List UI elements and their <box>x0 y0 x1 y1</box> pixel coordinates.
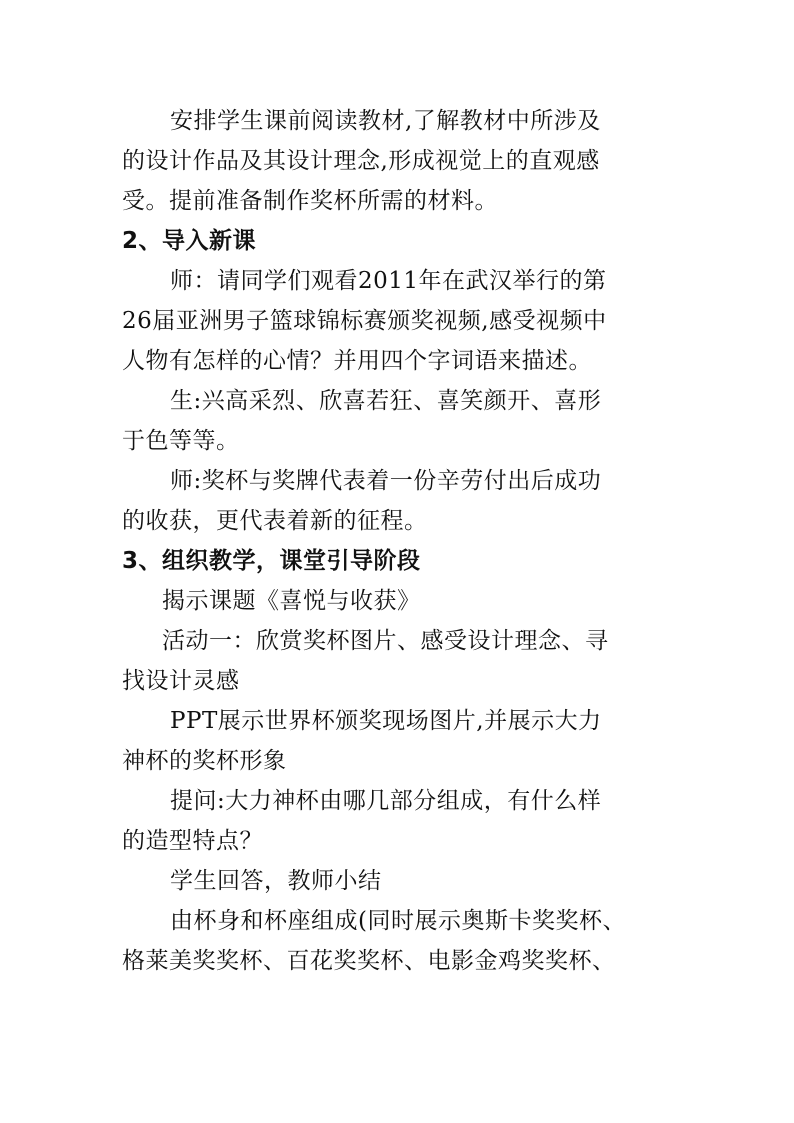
text-line: 格莱美奖奖杯、百花奖奖杯、电影金鸡奖奖杯、 <box>122 948 616 974</box>
text-line: 人物有怎样的心情？并用四个字词语来描述。 <box>122 348 592 374</box>
text-line: 师:奖杯与奖牌代表着一份辛劳付出后成功 <box>170 468 602 494</box>
text-line: 活动一：欣赏奖杯图片、感受设计理念、寻 <box>162 628 609 654</box>
paragraph-composition <box>122 901 682 981</box>
text-line: 由杯身和杯座组成(同时展示奥斯卡奖奖杯、 <box>170 908 626 934</box>
document-body <box>122 101 682 981</box>
paragraph-student-response <box>122 861 682 901</box>
paragraph-student-answer <box>122 381 682 461</box>
text-line: PPT展示世界杯颁奖现场图片,并展示大力 <box>170 708 602 734</box>
text-line: 的造型特点？ <box>122 828 263 854</box>
text-line: 受。提前准备制作奖杯所需的材料。 <box>122 188 498 214</box>
paragraph-topic <box>122 581 682 621</box>
paragraph-question <box>122 781 682 861</box>
section-heading-teaching: 3、组织教学，课堂引导阶段 <box>122 548 421 574</box>
text-line: 神杯的奖杯形象 <box>122 748 287 774</box>
paragraph-preparation <box>122 101 682 221</box>
text-line: 生:兴高采烈、欣喜若狂、喜笑颜开、喜形 <box>170 388 602 414</box>
section-heading-introduction: 2、导入新课 <box>122 228 257 254</box>
paragraph-ppt <box>122 701 682 781</box>
text-line: 的收获，更代表着新的征程。 <box>122 508 428 534</box>
text-line: 于色等等。 <box>122 428 240 454</box>
text-line: 揭示课题《喜悦与收获》 <box>162 588 421 614</box>
text-line: 26届亚洲男子篮球锦标赛颁奖视频,感受视频中 <box>122 308 607 334</box>
text-line: 找设计灵感 <box>122 668 240 694</box>
text-line: 安排学生课前阅读教材,了解教材中所涉及 <box>170 108 601 134</box>
paragraph-teacher-summary <box>122 461 682 541</box>
paragraph-activity-one <box>122 621 682 701</box>
text-line: 师：请同学们观看2011年在武汉举行的第 <box>170 268 607 294</box>
text-line: 学生回答，教师小结 <box>170 868 382 894</box>
text-line: 的设计作品及其设计理念,形成视觉上的直观感 <box>122 148 600 174</box>
paragraph-teacher-question <box>122 261 682 381</box>
text-line: 提问:大力神杯由哪几部分组成，有什么样 <box>170 788 602 814</box>
